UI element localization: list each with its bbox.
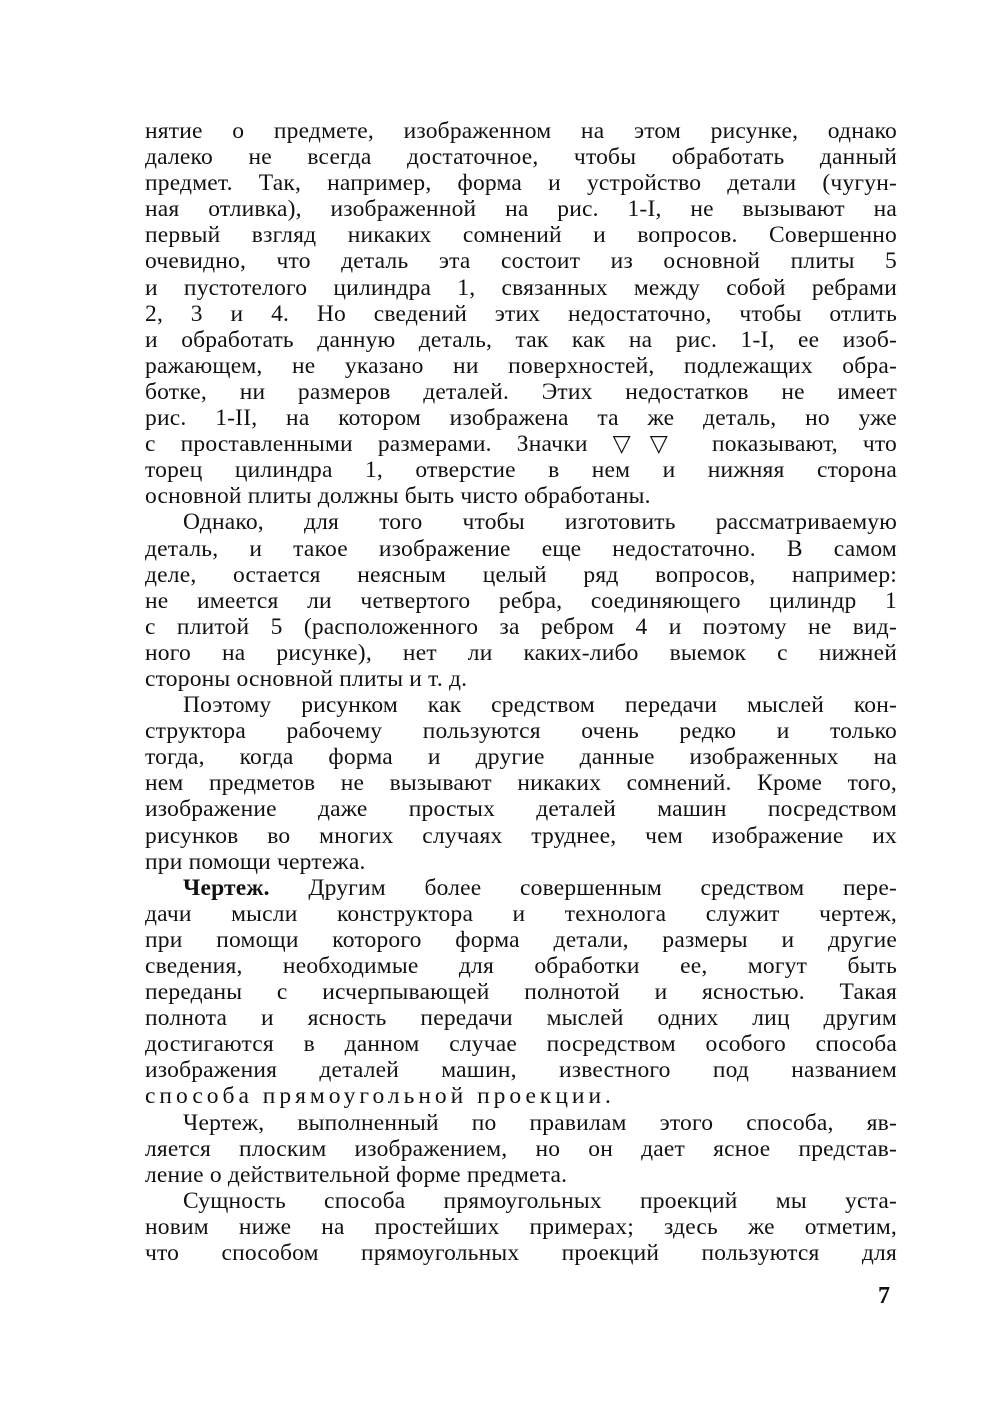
body-text <box>145 118 897 1266</box>
text-line: Однако, для того чтобы изготовить рассматриваемую <box>183 509 897 536</box>
page-number: 7 <box>878 1283 890 1309</box>
text-line: при помощи чертежа. <box>145 848 366 875</box>
text-line <box>145 875 897 901</box>
text-line: 2, 3 и 4. Но сведений этих недостаточно, чтобы отлить <box>145 300 897 327</box>
text-line: нятие о предмете, изображенном на этом рисунке, однако <box>145 118 897 144</box>
text-line: торец цилиндра 1, отверстие в нем и нижняя сторона <box>145 457 897 484</box>
text-line: способа прямоугольной проекции. <box>145 1083 615 1110</box>
paragraph-2 <box>145 509 897 692</box>
text-line: сведения, необходимые для обработки ее, могут быть <box>145 953 897 979</box>
text-line: деле, остается неясным целый ряд вопросов, например: <box>145 561 897 588</box>
text-line: структора рабочему пользуются очень редко и только <box>145 718 897 745</box>
paragraph-1 <box>145 118 897 509</box>
text-line: далеко не всегда достаточное, чтобы обработать данный <box>145 144 897 171</box>
text-line: с плитой 5 (расположенного за ребром 4 и поэтому не вид- <box>145 613 897 640</box>
text-line: ление о действительной форме предмета. <box>145 1161 568 1188</box>
text-line: изображение даже простых деталей машин посредством <box>145 796 897 823</box>
text-line: достигаются в данном случае посредством особого способа <box>145 1031 897 1058</box>
text-line: основной плиты должны быть чисто обработаны. <box>145 483 651 510</box>
text-line: и пустотелого цилиндра 1, связанных между собой ребрами <box>145 274 897 301</box>
text-line: полнота и ясность передачи мыслей одних лиц другим <box>145 1005 897 1032</box>
text-line: переданы с исчерпывающей полнотой и ясностью. Такая <box>145 979 897 1006</box>
text-line: стороны основной плиты и т. д. <box>145 665 468 692</box>
text-line: деталь, и такое изображение еще недостаточно. В самом <box>145 535 897 562</box>
text-line: и обработать данную деталь, так как на рис. 1-I, ее изоб- <box>145 326 897 353</box>
text-line: первый взгляд никаких сомнений и вопросов. Совершенно <box>145 222 897 249</box>
text-line: нем предметов не вызывают никаких сомнений. Кроме того, <box>145 770 897 797</box>
text-line: изображения деталей машин, известного под названием <box>145 1057 897 1084</box>
text-line: ляется плоским изображением, но он дает ясное представ- <box>145 1135 897 1162</box>
text-line: тогда, когда форма и другие данные изображенных на <box>145 744 897 771</box>
text-line: с проставленными размерами. Значки ▽▽ показывают, что <box>145 431 897 458</box>
text-line: ная отливка), изображенной на рис. 1-I, не вызывают на <box>145 196 897 223</box>
text-line: ного на рисунке), нет ли каких-либо выемок с нижней <box>145 639 897 666</box>
text-line: при помощи которого форма детали, размеры и другие <box>145 926 897 953</box>
text-line: очевидно, что деталь эта состоит из основной плиты 5 <box>145 248 897 275</box>
text-line: дачи мысли конструктора и технолога служит чертеж, <box>145 900 897 927</box>
paragraph-6 <box>145 1188 897 1266</box>
paragraph-5 <box>145 1110 897 1188</box>
text-line: не имеется ли четвертого ребра, соединяющего цилиндр 1 <box>145 587 897 614</box>
text-line: Сущность способа прямоугольных проекций мы уста- <box>183 1187 897 1214</box>
text-line: предмет. Так, например, форма и устройство детали (чугун- <box>145 170 897 197</box>
text-line: ботке, ни размеров деталей. Этих недостатков не имеет <box>145 378 897 405</box>
text-line: рисунков во многих случаях труднее, чем изображение их <box>145 822 897 849</box>
text-line: ражающем, не указано ни поверхностей, подлежащих обра- <box>145 352 897 379</box>
section-heading: Чертеж. <box>183 874 270 901</box>
text-line: Поэтому рисунком как средством передачи мыслей кон- <box>183 692 897 719</box>
text-fragment: Другим более совершенным средством пере- <box>269 874 897 901</box>
text-line: что способом прямоугольных проекций пользуются для <box>145 1240 897 1267</box>
text-line: новим ниже на простейших примерах; здесь же отметим, <box>145 1213 897 1240</box>
text-line: Чертеж, выполненный по правилам этого способа, яв- <box>183 1109 897 1136</box>
paragraph-3 <box>145 692 897 875</box>
paragraph-4 <box>145 875 897 1110</box>
text-line: рис. 1-II, на котором изображена та же деталь, но уже <box>145 405 897 432</box>
